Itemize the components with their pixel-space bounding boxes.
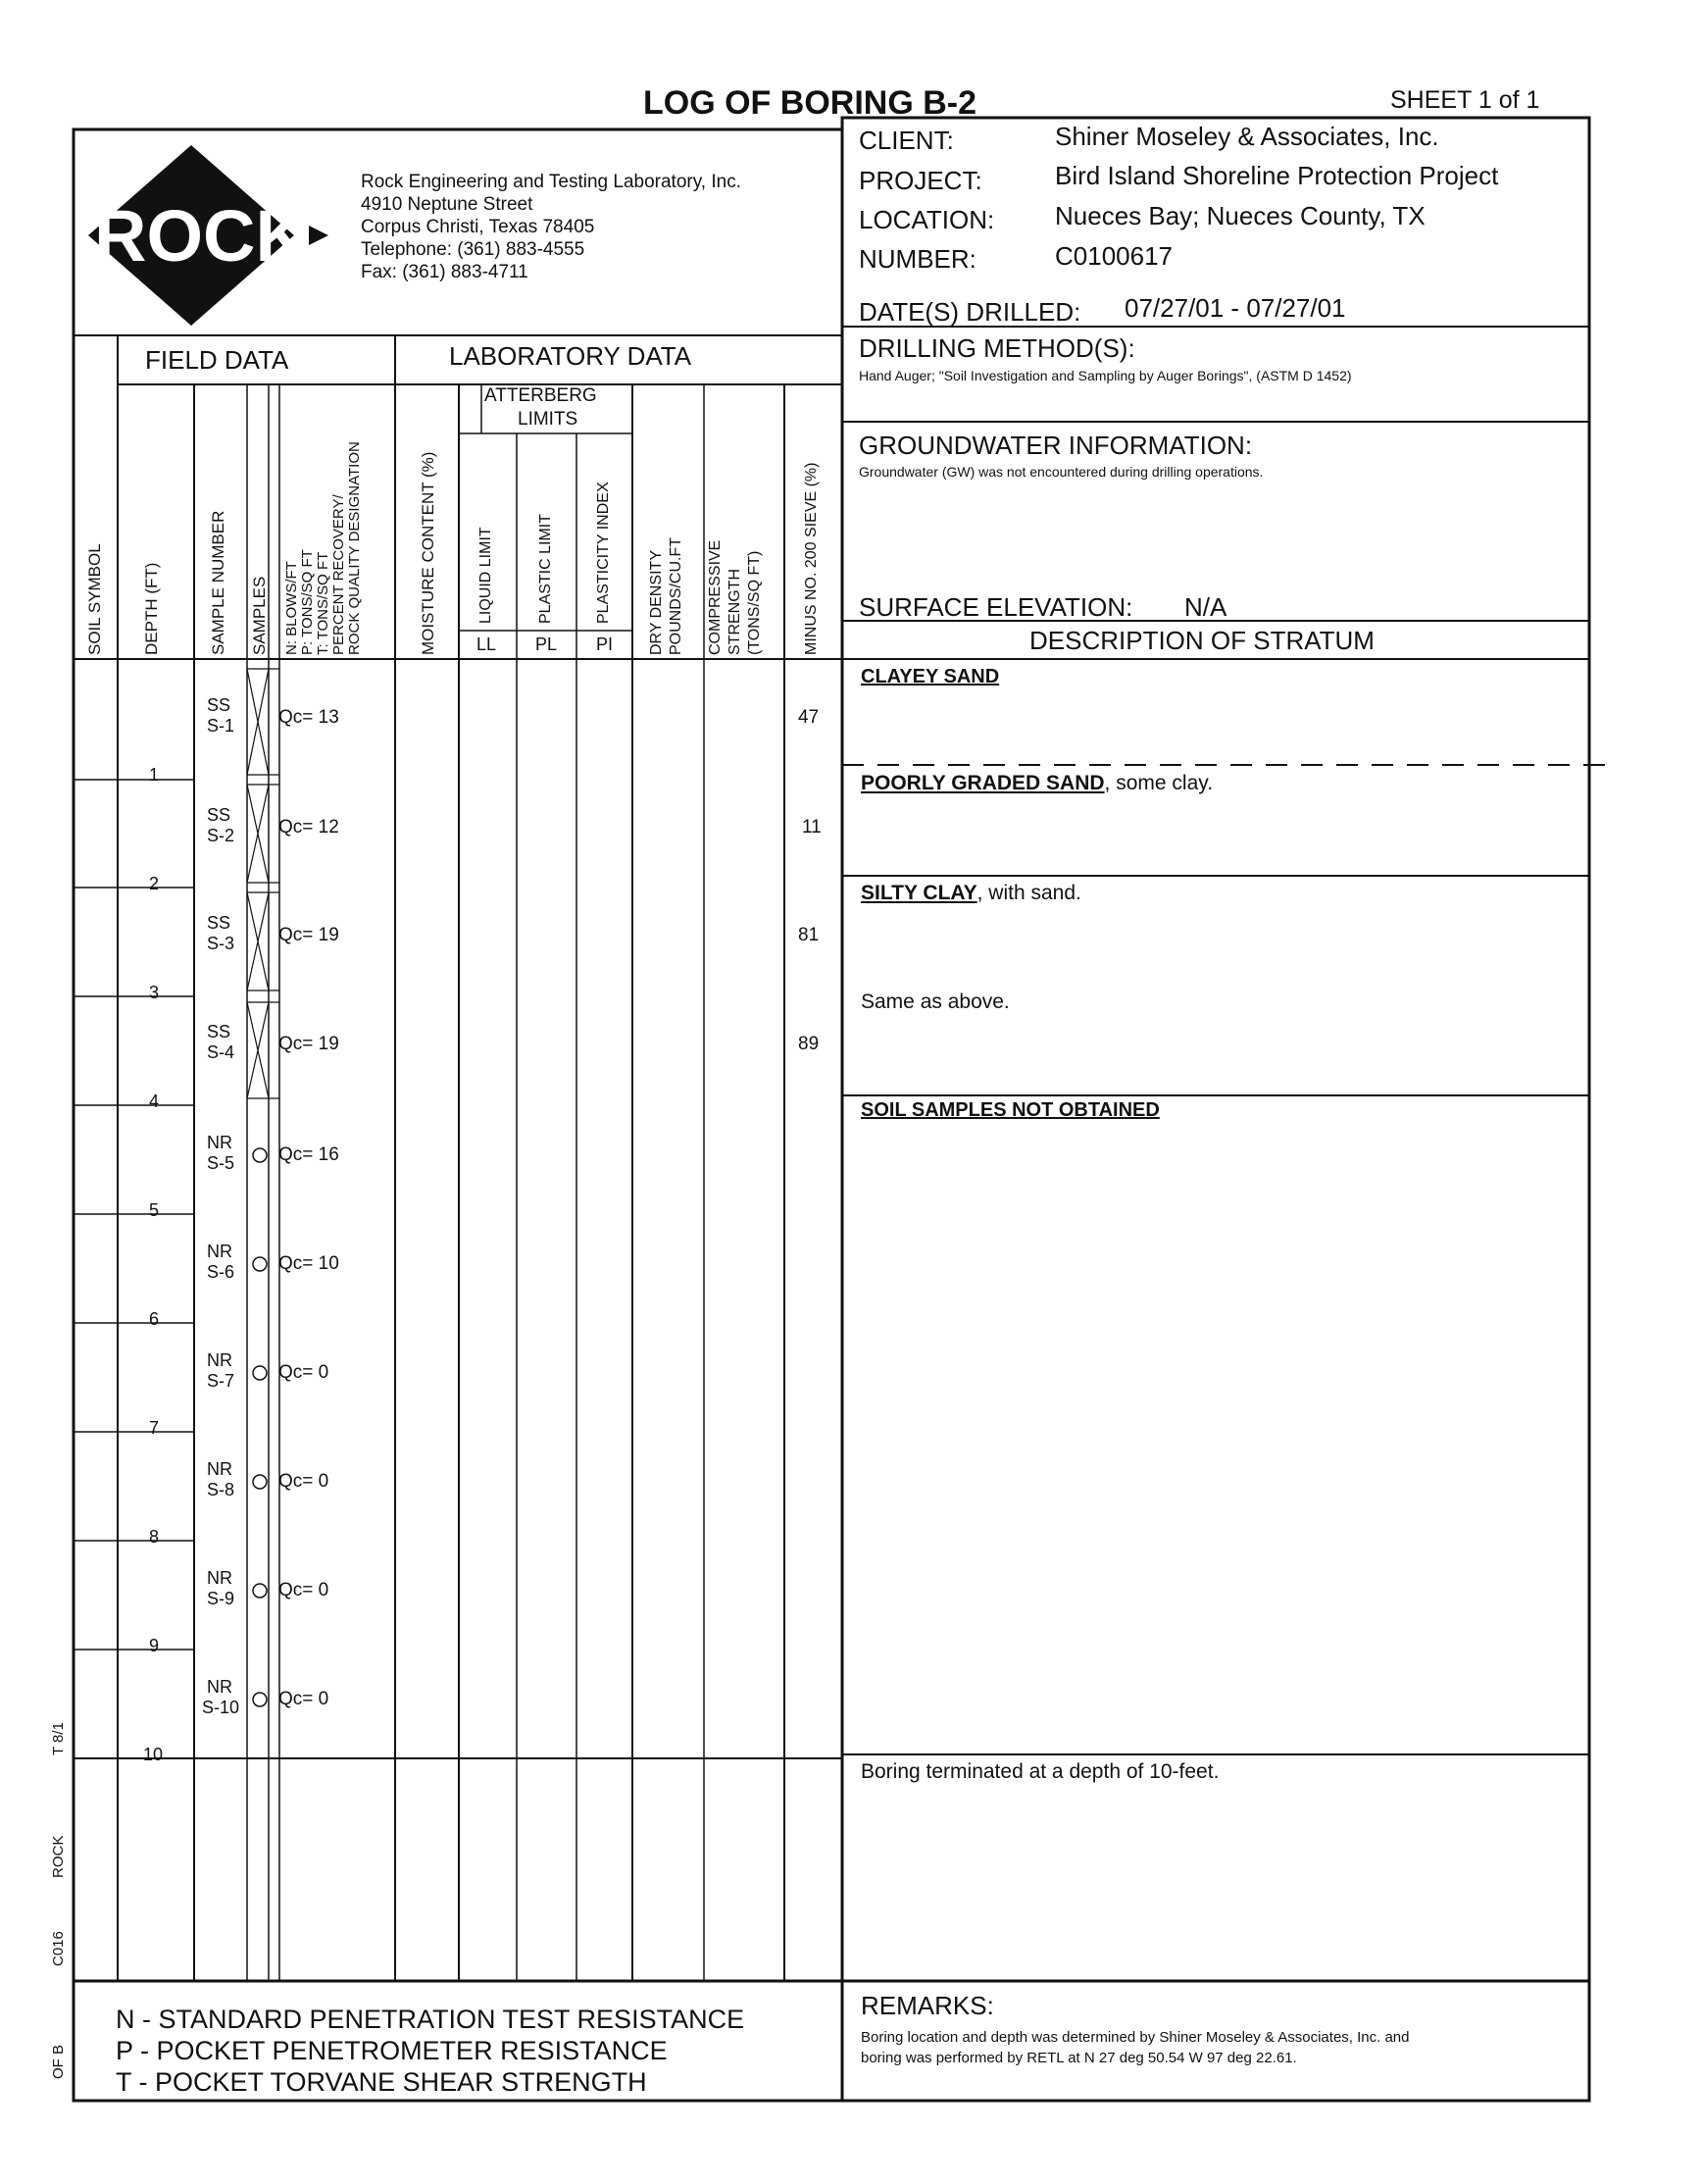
sample-type: SS [207,805,231,825]
location-value: Nueces Bay; Nueces County, TX [1055,201,1426,230]
minus-200-value: 11 [802,817,822,838]
sample-test: Qc= 16 [278,1144,339,1165]
client-label: CLIENT: [859,126,954,155]
depth-tick: 6 [149,1309,160,1329]
samples-header: SAMPLES [250,576,269,655]
number-label: NUMBER: [859,244,976,274]
stratum-silty-clay [861,883,1081,903]
margin-text-c016: C016 [50,1931,67,1966]
sample-id: S-4 [207,1042,235,1062]
margin-text-of-b: OF B [50,2044,67,2079]
moisture-content-header: MOISTURE CONTENT (%) [419,451,437,655]
plasticity-index-header: PLASTICITY INDEX [595,482,612,624]
stratum-clayey-sand: CLAYEY SAND [861,666,1000,687]
sample-test: Qc= 13 [278,707,339,728]
legend-n: N - STANDARD PENETRATION TEST RESISTANCE [116,2005,745,2034]
dry-density-header-2: POUNDS/CU.FT [668,537,684,655]
limits-header: LIMITS [518,409,578,430]
minus-200-value: 47 [798,707,820,728]
plastic-limit-header: PLASTIC LIMIT [537,513,554,624]
liquid-limit-header: LIQUID LIMIT [477,527,494,624]
minus-200-value: 89 [798,1034,820,1054]
ll-header: LL [476,635,497,654]
company-telephone: Telephone: (361) 883-4555 [361,239,585,260]
dates-label: DATE(S) DRILLED: [859,297,1081,327]
sample-type: NR [207,1677,232,1697]
margin-text-date: T 8/1 [50,1722,67,1755]
stratum-name: SILTY CLAY [861,882,977,904]
sample-id: S-2 [207,826,235,845]
sample-id: S-8 [207,1480,235,1499]
sample-test: Qc= 0 [278,1362,329,1383]
sample-type: SS [207,913,231,933]
company-name: Rock Engineering and Testing Laboratory, Inc. [361,172,741,192]
project-label: PROJECT: [859,166,982,195]
depth-tick: 9 [149,1636,160,1655]
depth-tick: 10 [143,1745,164,1764]
field-data-header: FIELD DATA [145,345,289,375]
project-value: Bird Island Shoreline Protection Project [1055,161,1499,190]
legend-p: P - POCKET PENETROMETER RESISTANCE [116,2036,668,2065]
description-of-stratum-header: DESCRIPTION OF STRATUM [1029,626,1375,655]
sample-type: NR [207,1459,232,1479]
margin-text-rock: ROCK [50,1835,67,1878]
depth-tick: 2 [149,874,160,893]
stratum-poorly-graded-sand [861,773,1213,793]
dry-density-header-1: DRY DENSITY [648,550,665,655]
compressive-header-3: (TONS/SQ FT) [746,550,763,655]
stratum-soil-samples-not-obtained: SOIL SAMPLES NOT OBTAINED [861,1099,1160,1121]
compressive-header-2: STRENGTH [726,569,743,655]
sample-test: Qc= 0 [278,1689,329,1709]
sample-type: NR [207,1133,232,1152]
atterberg-header: ATTERBERG [484,385,597,406]
company-street: 4910 Neptune Street [361,194,533,215]
sample-test: Qc= 0 [278,1580,329,1600]
sample-id: S-10 [202,1698,240,1717]
groundwater-value: Groundwater (GW) was not encountered during drilling operations. [859,464,1264,480]
sample-type: SS [207,1022,231,1041]
number-value: C0100617 [1055,241,1173,271]
sample-id: S-9 [207,1589,235,1608]
sample-id: S-6 [207,1262,235,1282]
sample-id: S-5 [207,1153,235,1173]
depth-tick: 7 [149,1418,160,1438]
dates-value: 07/27/01 - 07/27/01 [1125,293,1346,323]
npt-header-5: ROCK QUALITY DESIGNATION [346,441,363,655]
legend-t: T - POCKET TORVANE SHEAR STRENGTH [116,2067,647,2097]
sample-number-header: SAMPLE NUMBER [209,510,227,655]
pi-header: PI [596,635,614,654]
stratum-name: POORLY GRADED SAND [861,772,1105,794]
remarks-line-2: boring was performed by RETL at N 27 deg 50.54 W 97 deg 22.61. [861,2050,1297,2066]
stratum-detail: , with sand. [976,882,1081,904]
sample-id: S-3 [207,934,235,953]
sheet-number: SHEET 1 of 1 [1390,86,1540,114]
depth-tick: 1 [149,765,160,785]
sample-test: Qc= 10 [278,1253,339,1274]
compressive-header-1: COMPRESSIVE [707,539,724,655]
stratum-same-as-above: Same as above. [861,990,1010,1013]
sample-test: Qc= 19 [278,1034,339,1054]
depth-tick: 8 [149,1527,160,1547]
stratum-detail: , some clay. [1104,772,1214,794]
drilling-method-value: Hand Auger; "Soil Investigation and Sampling by Auger Borings", (ASTM D 1452) [859,368,1352,383]
npt-header-4: PERCENT RECOVERY/ [330,494,347,655]
company-city: Corpus Christi, Texas 78405 [361,217,595,237]
client-value: Shiner Moseley & Associates, Inc. [1055,122,1439,151]
surface-elevation-value: N/A [1184,592,1227,622]
sample-type: NR [207,1350,232,1370]
npt-header-1: N: BLOWS/FT [283,561,300,655]
surface-elevation-label: SURFACE ELEVATION: [859,592,1133,622]
sample-test: Qc= 12 [278,817,339,838]
depth-tick: 3 [149,983,160,1002]
soil-symbol-header: SOIL SYMBOL [85,543,104,655]
company-fax: Fax: (361) 883-4711 [361,262,528,282]
depth-tick: 4 [149,1092,160,1111]
page-title: LOG OF BORING B-2 [643,84,976,122]
minus-200-header: MINUS NO. 200 SIEVE (%) [803,462,820,655]
boring-terminated-note: Boring terminated at a depth of 10-feet. [861,1760,1220,1783]
sample-type: NR [207,1242,232,1261]
sample-id: S-7 [207,1371,235,1391]
minus-200-value: 81 [798,925,820,945]
rock-logo [88,145,343,327]
sample-type: NR [207,1568,232,1588]
drilling-method-label: DRILLING METHOD(S): [859,333,1135,363]
pl-header: PL [535,635,558,654]
logo-text: ROCK [94,195,308,277]
sample-id: S-1 [207,716,235,736]
location-label: LOCATION: [859,205,995,234]
sample-type: SS [207,695,231,715]
depth-header: DEPTH (FT) [142,562,161,655]
sample-test: Qc= 0 [278,1471,329,1492]
depth-tick: 5 [149,1200,160,1220]
remarks-line-1: Boring location and depth was determined by Shiner Moseley & Associates, Inc. and [861,2029,1410,2046]
groundwater-label: GROUNDWATER INFORMATION: [859,431,1253,460]
remarks-label: REMARKS: [861,1991,994,2020]
sample-test: Qc= 19 [278,925,339,945]
laboratory-data-header: LABORATORY DATA [449,341,692,371]
npt-header-2: P: TONS/SQ FT [299,549,316,655]
npt-header-3: T: TONS/SQ FT [315,551,331,655]
